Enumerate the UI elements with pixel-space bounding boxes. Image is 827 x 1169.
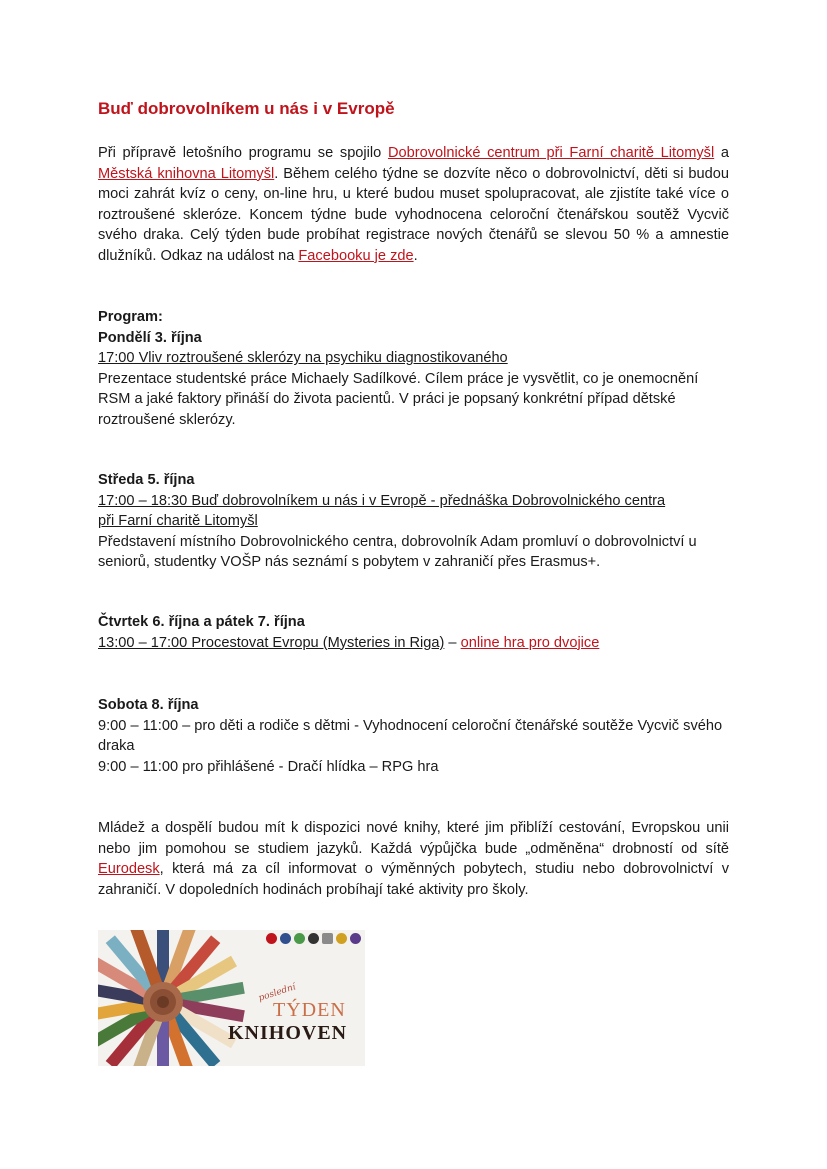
link-online-hra[interactable]: online hra pro dvojice xyxy=(460,634,600,651)
partner-logo-icon xyxy=(266,933,277,944)
program-wednesday xyxy=(98,470,729,573)
wednesday-event-line-2: při Farní charitě Litomyšl xyxy=(98,513,258,530)
intro-text-4: . xyxy=(413,247,418,264)
thursday-dash: – xyxy=(444,634,461,651)
program-monday xyxy=(98,307,729,431)
closing-paragraph xyxy=(98,818,729,900)
partner-logo-icon xyxy=(322,933,333,944)
article-title: Buď dobrovolníkem u nás i v Evropě xyxy=(98,99,395,118)
partner-logos xyxy=(266,933,361,944)
link-eurodesk[interactable]: Eurodesk xyxy=(98,861,160,878)
closing-text-1: Mládež a dospělí budou mít k dispozici nové knihy, které jim přiblíží cestování, Evropskou unii nebo jim pomohou se studiem jazyků. Každá výpůjčka bude „odměněna“ drobností od sítě xyxy=(98,820,729,857)
banner-line-2: KNIHOVEN xyxy=(228,1022,348,1044)
program-thursday xyxy=(98,612,729,653)
link-mestska-knihovna[interactable]: Městská knihovna Litomyšl xyxy=(98,165,275,182)
intro-text-1: Při přípravě letošního programu se spojilo xyxy=(98,145,388,161)
banner-line-1: TÝDEN xyxy=(273,999,346,1021)
thursday-event: 13:00 – 17:00 Procestovat Evropu (Mysteries in Riga) xyxy=(98,634,445,651)
program-saturday xyxy=(98,695,729,777)
saturday-line-2: 9:00 – 11:00 pro přihlášené - Dračí hlídka – RPG hra xyxy=(98,758,439,775)
link-facebook-event[interactable]: Facebooku je zde xyxy=(298,247,414,264)
monday-heading: Pondělí 3. října xyxy=(98,329,202,346)
wednesday-heading: Středa 5. října xyxy=(98,472,195,488)
intro-text-2: a xyxy=(714,145,729,161)
wednesday-description: Představení místního Dobrovolnického centra, dobrovolník Adam promluví o dobrovolnictví u seniorů, studentky VOŠP nás seznámí s pobytem v zahraničí přes Erasmus+. xyxy=(98,533,697,571)
monday-event: 17:00 Vliv roztroušené sklerózy na psychiku diagnostikovaného xyxy=(98,350,508,367)
intro-paragraph xyxy=(98,143,729,267)
monday-description: Prezentace studentské práce Michaely Sadílkové. Cílem práce je vysvětlit, co je onemocnění RSM a jaké faktory přináší do života pacientů. V práci je popsaný konkrétní případ dětské roztroušené sklerózy. xyxy=(98,370,699,428)
wednesday-event-line-1: 17:00 – 18:30 Buď dobrovolníkem u nás i v Evropě - přednáška Dobrovolnického centra xyxy=(98,492,666,509)
partner-logo-icon xyxy=(336,933,347,944)
link-dobrovolnicke-centrum[interactable]: Dobrovolnické centrum při Farní charitě Litomyšl xyxy=(387,145,715,161)
intro-text-3: . Během celého týdne se dozvíte něco o dobrovolnictví, děti si budou moci zahrát kvíz o ceny, on-line hru, u které budou muset spolupracovat, ale zjistíte také více o roztroušené skleróze. Koncem týdne bude vyhodnocena celoroční čtenářskou soutěž Vycvič svého draka. Celý týden bude probíhat registrace nových čtenářů se slevou 50 % a amnestie dlužníků. Odkaz na událost na xyxy=(98,165,730,264)
banner-script-word: poslední xyxy=(257,982,298,1004)
saturday-heading: Sobota 8. října xyxy=(98,697,199,713)
closing-text-2: , která má za cíl informovat o výměnných pobytech, studiu nebo dobrovolnictví v zahraničí. V dopoledních hodinách probíhají také aktivity pro školy. xyxy=(98,861,729,898)
saturday-line-1: 9:00 – 11:00 – pro děti a rodiče s dětmi - Vyhodnocení celoroční čtenářské soutěže Vycvič svého draka xyxy=(98,717,723,755)
program-heading: Program: xyxy=(98,309,163,325)
thursday-heading: Čtvrtek 6. října a pátek 7. října xyxy=(98,614,305,630)
partner-logo-icon xyxy=(308,933,319,944)
partner-logo-icon xyxy=(350,933,361,944)
hands-illustration xyxy=(98,930,365,1066)
partner-logo-icon xyxy=(294,933,305,944)
partner-logo-icon xyxy=(280,933,291,944)
tyden-knihoven-banner xyxy=(98,930,365,1066)
